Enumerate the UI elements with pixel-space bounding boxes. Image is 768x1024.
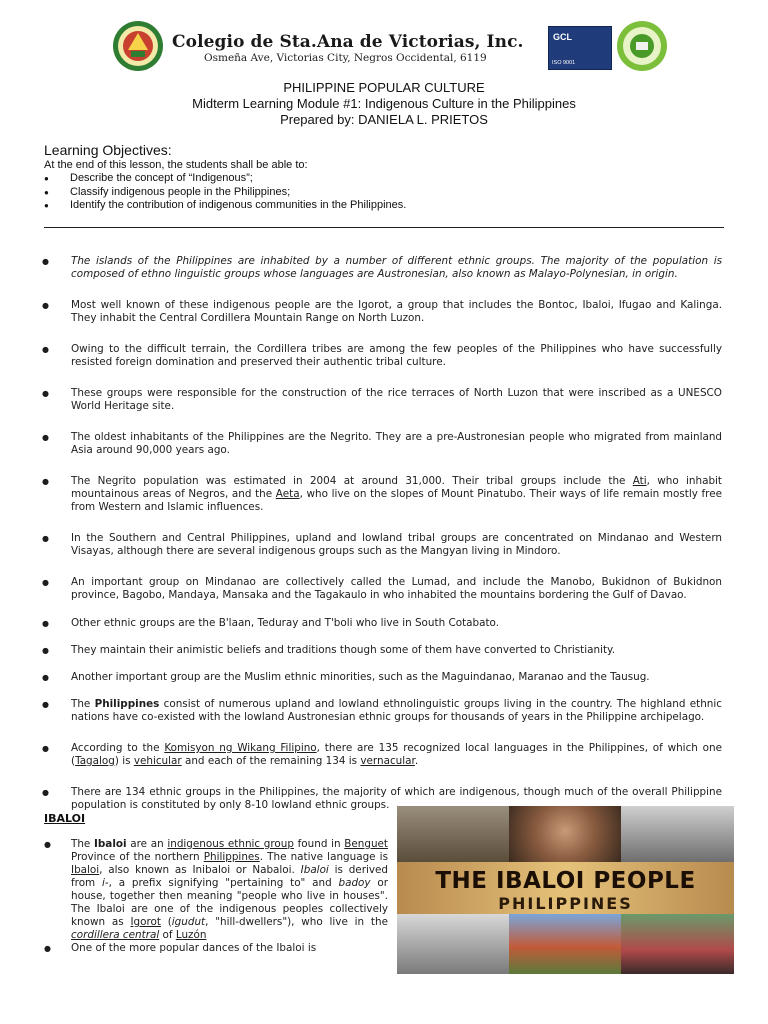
ibaloi-section <box>44 838 388 955</box>
course-title: PHILIPPINE POPULAR CULTURE <box>283 80 485 95</box>
iso-badge-label: ISO 9001 <box>552 60 576 66</box>
text-run: and each of the remaining 134 is <box>181 755 361 767</box>
italic-igudut: igudut <box>171 916 206 928</box>
cordillera-link[interactable]: cordillera central <box>71 929 160 941</box>
philippines-link[interactable]: Philippines <box>203 851 260 863</box>
college-name: Colegio de Sta.Ana de Victorias, Inc. <box>172 32 524 52</box>
bold-philippines: Philippines <box>94 698 160 710</box>
italic-badoy: badoy <box>338 877 371 889</box>
bullet-item: ● Most well known of these indigenous people are the Igorot, a group that includes the Bontoc, Ibaloi, Ifugao and Kalinga. They inhabit the Central Cordillera Mountain Range on North Luzon. <box>42 299 722 325</box>
bullet-item <box>42 742 722 768</box>
photo-historic-group <box>621 806 734 862</box>
bullet-item: ● Owing to the difficult terrain, the Cordillera tribes are among the few peoples of the Philippines who have successfully resisted foreign domination and preserved their authentic tribal culture. <box>42 343 722 369</box>
igorot-link[interactable]: Igorot <box>130 916 161 928</box>
bullet-item: ● The islands of the Philippines are inhabited by a number of different ethnic groups. The majority of the population is composed of ethno linguistic groups whose languages are Austronesian, also known as Malayo-Polynesian, in origin. <box>42 255 722 281</box>
bullet-item: ● These groups were responsible for the construction of the rice terraces of North Luzon that were inscribed as a UNESCO World Heritage site. <box>42 387 722 413</box>
ati-link[interactable]: Ati <box>632 475 647 487</box>
photo-festival <box>509 914 621 974</box>
letterhead <box>112 20 672 74</box>
section-divider <box>44 227 724 228</box>
photo-weaver <box>397 914 509 974</box>
prepared-by: Prepared by: DANIELA L. PRIETOS <box>280 112 488 127</box>
text-run: , also known as Inibaloi or Nabaloi. <box>99 864 301 876</box>
text-run: found in <box>293 838 345 850</box>
text-run: ( <box>160 916 172 928</box>
tagalog-link[interactable]: Tagalog <box>75 755 115 767</box>
indigenous-group-link[interactable]: indigenous ethnic group <box>167 838 294 850</box>
objectives-intro: At the end of this lesson, the students shall be able to: <box>44 159 308 171</box>
photo-woman-child <box>621 914 734 974</box>
ibaloi-bullet <box>44 838 388 942</box>
italic-prefix: i- <box>101 877 109 889</box>
aeta-link[interactable]: Aeta <box>275 488 300 500</box>
objective-item: ● Identify the contribution of indigenous communities in the Philippines. <box>44 199 734 213</box>
komisyon-link[interactable]: Komisyon ng Wikang Filipino <box>164 742 317 754</box>
gcl-certification-badge <box>548 26 612 70</box>
text-run: The Negrito population was estimated in 2004 at around 31,000. Their tribal groups include the <box>71 475 633 487</box>
text-run: . The native language is <box>259 851 388 863</box>
content-bullet-list <box>42 255 722 812</box>
text-run: or house, together then meaning "people who live in houses". The Ibaloi are one of the indigenous peoples collectively known as <box>71 877 388 928</box>
photo-group-portrait <box>397 806 509 862</box>
bullet-item: ● There are 134 ethnic groups in the Philippines, the majority of which are indigenous, though much of the overall Philippine population is constituted by only 8-10 lowland ethnic groups. <box>42 786 722 812</box>
ibaloi-people-poster <box>397 806 734 974</box>
ibaloi-language-link[interactable]: Ibaloi <box>71 864 100 876</box>
text-run: , who live on the slopes of Mount Pinatubo. Their ways of life remain mostly free from Western and Islamic influences. <box>71 488 722 513</box>
objective-item: ● Classify indigenous people in the Philippines; <box>44 186 734 200</box>
vehicular-link[interactable]: vehicular <box>133 755 182 767</box>
text-run: , there are 135 recognized local languages in the Philippines, of which one ( <box>71 742 722 767</box>
ibaloi-heading: IBALOI <box>44 812 86 825</box>
objective-item: ● Describe the concept of “Indigenous”; <box>44 172 734 186</box>
module-title: Midterm Learning Module #1: Indigenous Culture in the Philippines <box>192 96 576 111</box>
text-run: The <box>71 838 94 850</box>
text-run: , "hill-dwellers"), who live in the <box>205 916 388 928</box>
bullet-item <box>42 475 722 514</box>
ibaloi-bullet: ● One of the more popular dances of the Ibaloi is <box>44 942 388 955</box>
gcl-badge-label: GCL <box>553 32 572 42</box>
text-run: are an <box>126 838 168 850</box>
college-seal-logo <box>112 20 164 72</box>
photo-elder-face <box>509 806 621 862</box>
benguet-link[interactable]: Benguet <box>344 838 389 850</box>
italic-ibaloi: Ibaloi <box>300 864 329 876</box>
luzon-link[interactable]: Luzón <box>175 929 207 941</box>
text-run: . <box>414 755 419 767</box>
bullet-item: ● In the Southern and Central Philippines, upland and lowland tribal groups are concentrated on Mindanao and Western Visayas, although there are several indigenous groups such as the Mangyan living in Mindoro. <box>42 532 722 558</box>
bullet-item: ● They maintain their animistic beliefs and traditions though some of them have converted to Christianity. <box>42 644 722 657</box>
text-run: ) is <box>114 755 134 767</box>
module-title-block <box>0 80 768 128</box>
poster-subtitle: PHILIPPINES <box>498 894 633 913</box>
bullet-item: ● An important group on Mindanao are collectively called the Lumad, and include the Manobo, Bukidnon of Bukidnon province, Bagobo, Mandaya, Mansaka and the Tagakaulo in who inhabited the mountains bordering the Gulf of Davao. <box>42 576 722 602</box>
vernacular-link[interactable]: vernacular <box>360 755 415 767</box>
poster-title: THE IBALOI PEOPLE <box>435 868 696 894</box>
bold-ibaloi: Ibaloi <box>94 838 127 850</box>
bullet-item: ● The oldest inhabitants of the Philippines are the Negrito. They are a pre-Austronesian people who migrated from mainland Asia around 90,000 years ago. <box>42 431 722 457</box>
objectives-heading: Learning Objectives: <box>44 142 172 158</box>
text-run: is derived from <box>71 864 388 889</box>
bullet-item: ● Other ethnic groups are the B'laan, Teduray and T'boli who live in South Cotabato. <box>42 617 722 630</box>
text-run: According to the <box>71 742 165 754</box>
learning-objectives <box>44 142 734 213</box>
text-run: , who inhabit mountainous areas of Negros, and the <box>71 475 723 500</box>
text-run: , a prefix signifying "pertaining to" and <box>108 877 339 889</box>
bullet-item <box>42 698 722 724</box>
college-address: Osmeña Ave, Victorias City, Negros Occidental, 6119 <box>204 52 487 64</box>
city-seal-logo <box>616 20 668 72</box>
text-run: consist of numerous upland and lowland ethnolinguistic groups living in the country. The highland ethnic nations have co-existed with the lowland Austronesian ethnic groups for thousands of years in the Philippine archipelago. <box>71 698 722 723</box>
objectives-list <box>44 172 734 213</box>
text-run: Province of the northern <box>71 851 204 863</box>
text-run: The <box>71 698 95 710</box>
text-run: of <box>159 929 176 941</box>
bullet-item: ● Another important group are the Muslim ethnic minorities, such as the Maguindanao, Maranao and the Tausug. <box>42 671 722 684</box>
